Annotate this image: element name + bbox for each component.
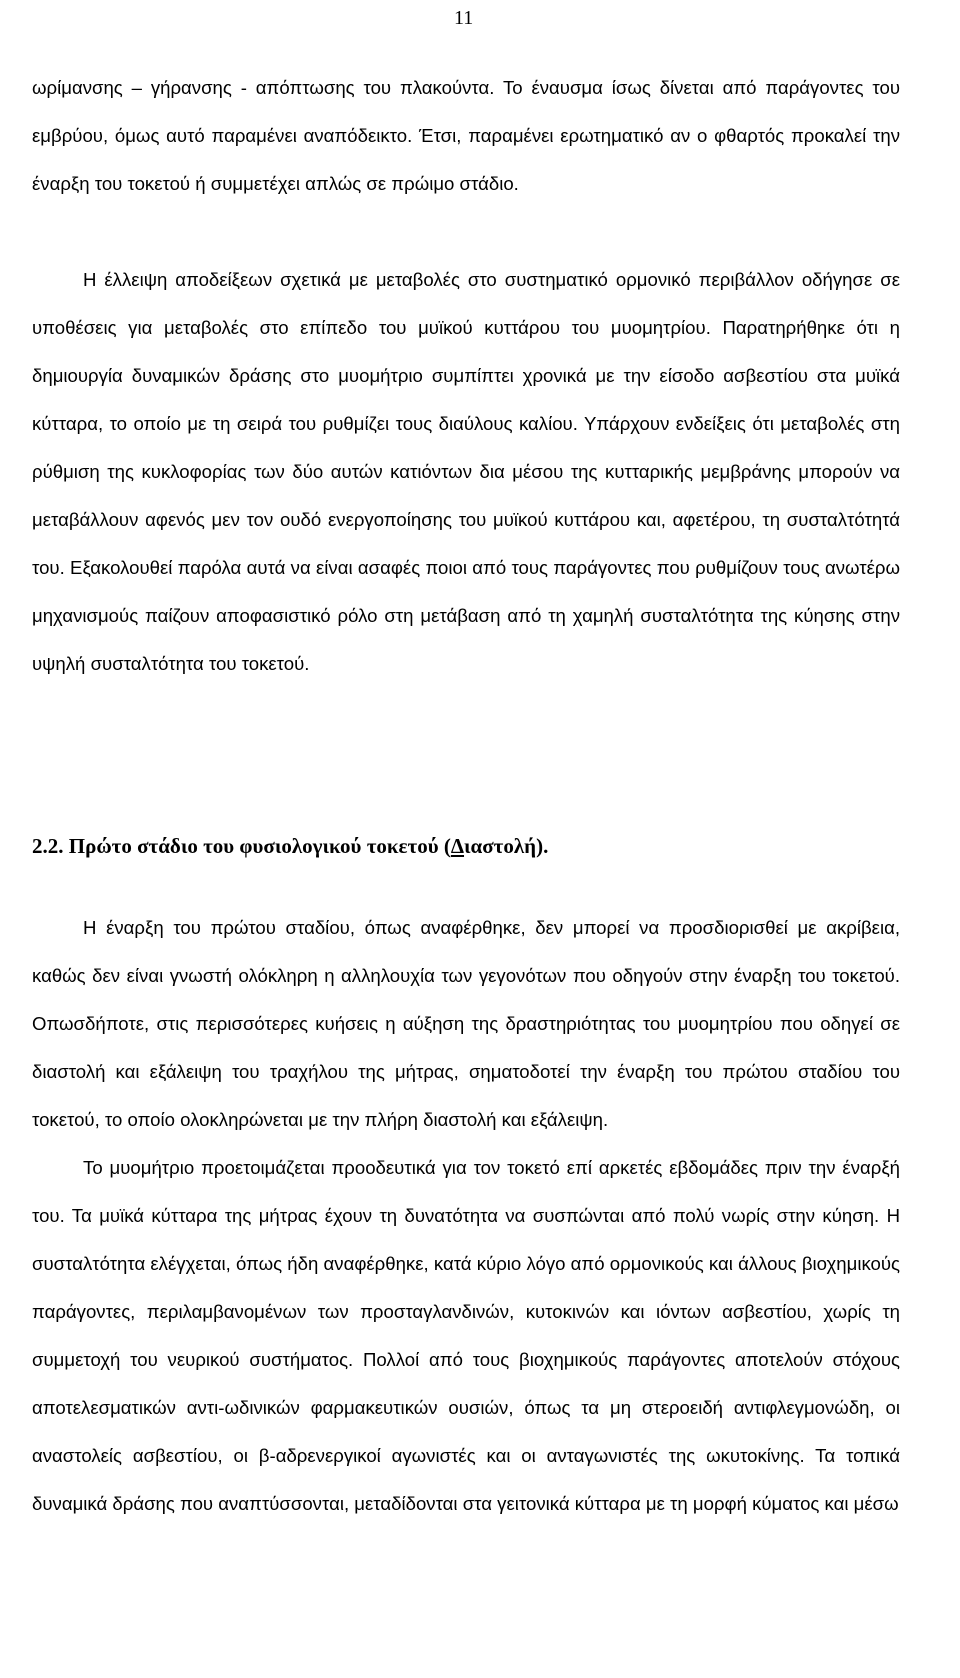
section-number: 2.2. xyxy=(32,834,64,858)
section-title-underlined: Δ xyxy=(450,834,465,858)
page-number: 11 xyxy=(454,7,474,29)
paragraph-body: Η έναρξη του πρώτου σταδίου, όπως αναφέρθηκε, δεν μπορεί να προσδιορισθεί με ακρίβεια, καθώς δεν είναι γνωστή ολόκληρη η αλληλουχία των γεγονότων που οδηγούν στην έναρξη του τοκετού. Οπωσδήποτε, στις περισσότερες κυήσεις η αύξηση της δραστηριότητας του μυομητρίου που οδηγεί σε διαστολή και εξάλειψη του τραχήλου της μήτρας, σηματοδοτεί την έναρξη του πρώτου σταδίου του τοκετού, το οποίο ολοκληρώνεται με την πλήρη διαστολή και εξάλειψη. xyxy=(32,917,900,1130)
paragraph-body: Το μυομήτριο προετοιμάζεται προοδευτικά για τον τοκετό επί αρκετές εβδομάδες πριν την έναρξή του. Τα μυϊκά κύτταρα της μήτρας έχουν τη δυνατότητα να συσπώνται από πολύ νωρίς στην κύηση. Η συσταλτότητα ελέγχεται, όπως ήδη αναφέρθηκε, κατά κύριο λόγο από ορμονικούς και άλλους βιοχημικούς παράγοντες, περιλαμβανομένων των προσταγλανδινών, κυτοκινών και ιόντων ασβεστίου, χωρίς τη συμμετοχή του νευρικού συστήματος. Πολλοί από τους βιοχημικούς παράγοντες αποτελούν στόχους αποτελεσματικών αντι-ωδινικών φαρμακευτικών ουσιών, όπως τα μη στεροειδή αντιφλεγμονώδη, οι αναστολείς ασβεστίου, οι β-αδρενεργικοί αγωνιστές και οι ανταγωνιστές της ωκυτοκίνης. Τα τοπικά δυναμικά δράσης που αναπτύσσονται, μεταδίδονται στα γειτονικά κύτταρα με τη μορφή κύματος και μέσω xyxy=(32,1157,900,1514)
section-title-end: ιαστολή). xyxy=(464,834,549,858)
section-heading xyxy=(32,828,548,864)
section-title-start: Πρώτο στάδιο του φυσιολογικού τοκετού ( xyxy=(68,834,451,858)
paragraph-body: Η έλλειψη αποδείξεων σχετικά με μεταβολές στο συστηματικό ορμονικό περιβάλλον οδήγησε σε υποθέσεις για μεταβολές στο επίπεδο του μυϊκού κυττάρου του μυομητρίου. Παρατηρήθηκε ότι η δημιουργία δυναμικών δράσης στο μυομήτριο συμπίπτει χρονικά με την είσοδο ασβεστίου στα μυϊκά κύτταρα, το οποίο με τη σειρά του ρυθμίζει τους διαύλους καλίου. Υπάρχουν ενδείξεις ότι μεταβολές στη ρύθμιση της κυκλοφορίας των δύο αυτών κατιόντων δια μέσου της κυτταρικής μεμβράνης μπορούν να μεταβάλλουν αφενός μεν τον ουδό ενεργοποίησης του μυϊκού κυττάρου και, αφετέρου, τη συσταλτότητά του. Εξακολουθεί παρόλα αυτά να είναι ασαφές ποιοι από τους παράγοντες που ρυθμίζουν τους ανωτέρω μηχανισμούς παίζουν αποφασιστικό ρόλο στη μετάβαση από τη χαμηλή συσταλτότητα της κύησης στην υψηλή συσταλτότητα του τοκετού. xyxy=(32,269,900,674)
paragraph-continued: ωρίμανσης – γήρανσης - απόπτωσης του πλακούντα. Το έναυσμα ίσως δίνεται από παράγοντες του εμβρύου, όμως αυτό παραμένει αναπόδεικτο. Έτσι, παραμένει ερωτηματικό αν ο φθαρτός προκαλεί την έναρξη του τοκετού ή συμμετέχει απλώς σε πρώιμο στάδιο. xyxy=(32,77,900,194)
